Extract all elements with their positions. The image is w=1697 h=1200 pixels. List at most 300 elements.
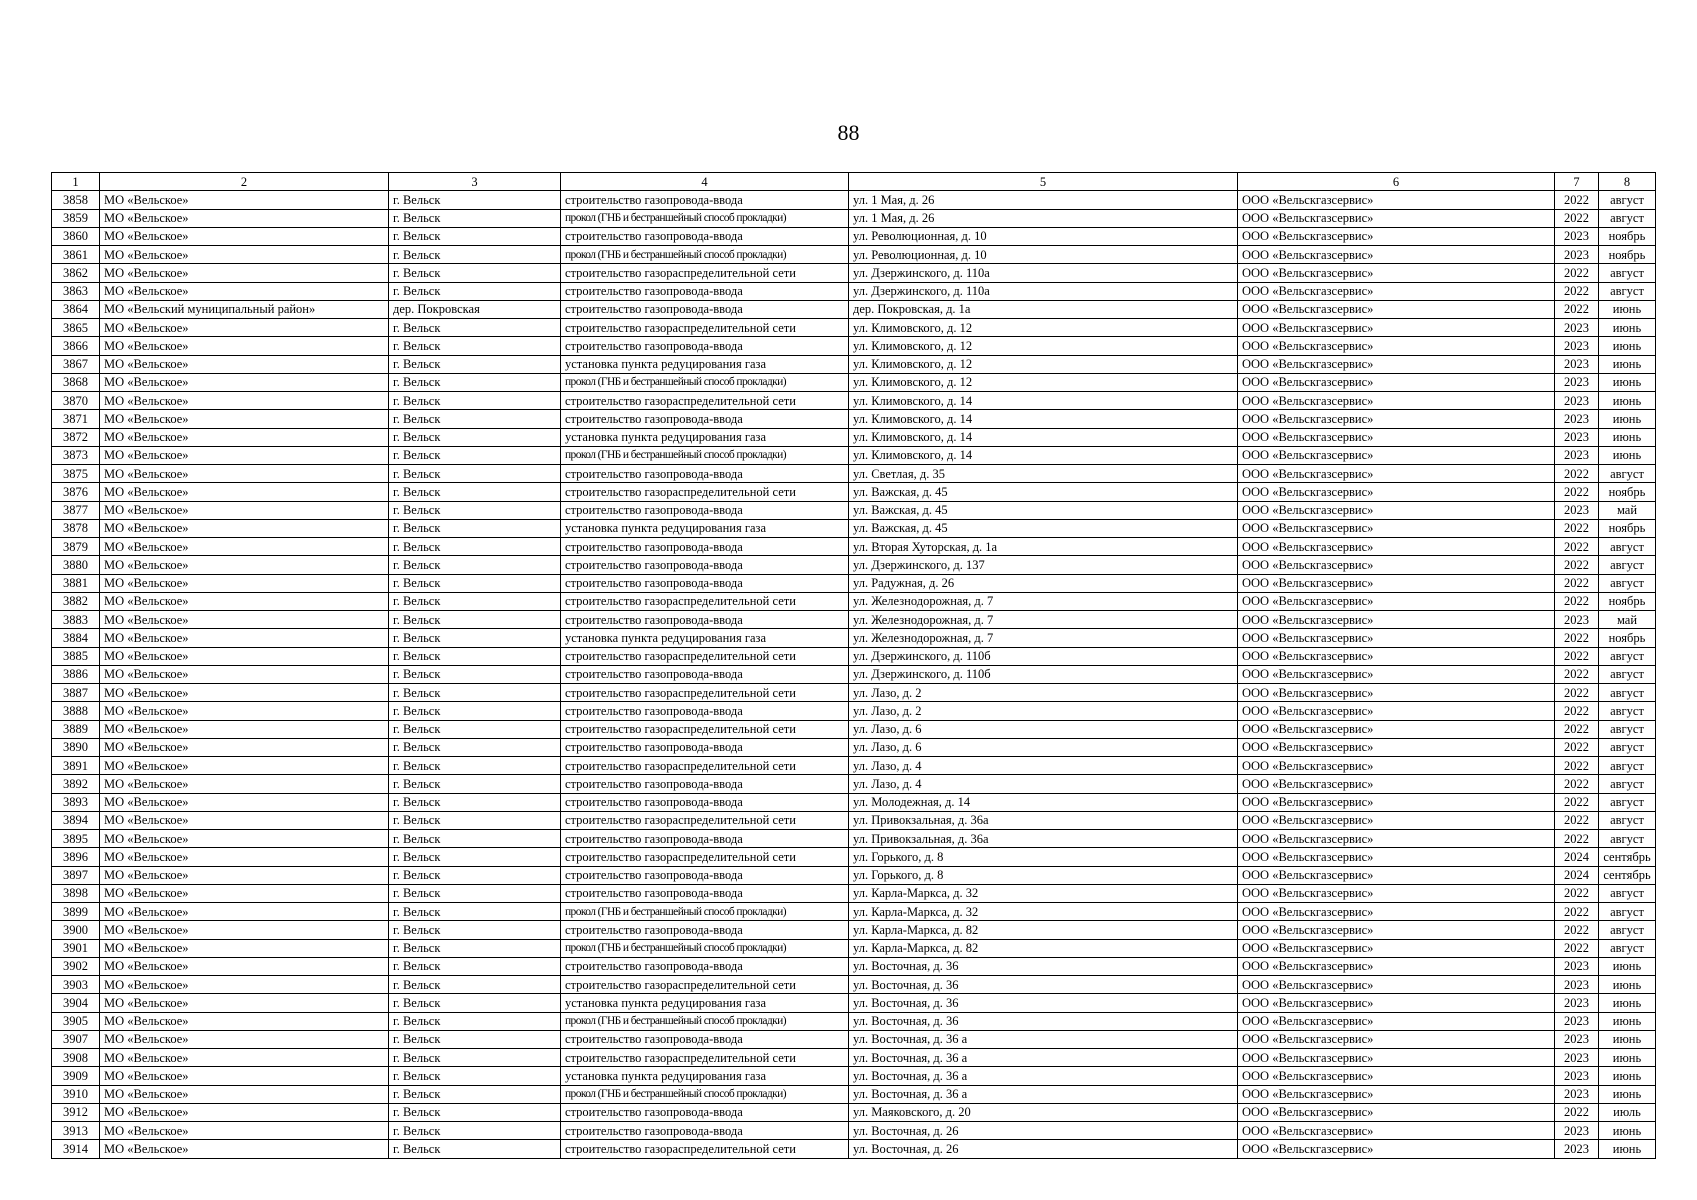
municipality-cell: МО «Вельское» bbox=[100, 684, 389, 702]
year-cell: 2022 bbox=[1555, 720, 1599, 738]
address-cell: ул. Дзержинского, д. 110а bbox=[849, 264, 1238, 282]
work-type-cell: прокол (ГНБ и бестраншейный способ прокладки) bbox=[561, 903, 849, 921]
column-header: 4 bbox=[561, 173, 849, 191]
table-row bbox=[52, 647, 1656, 665]
table-row bbox=[52, 811, 1656, 829]
work-type-cell: прокол (ГНБ и бестраншейный способ прокладки) bbox=[561, 939, 849, 957]
work-type-cell: прокол (ГНБ и бестраншейный способ прокладки) bbox=[561, 446, 849, 464]
address-cell: ул. 1 Мая, д. 26 bbox=[849, 191, 1238, 209]
address-cell: ул. Восточная, д. 36 bbox=[849, 994, 1238, 1012]
address-cell: ул. Привокзальная, д. 36а bbox=[849, 830, 1238, 848]
month-cell: май bbox=[1599, 501, 1656, 519]
month-cell: июнь bbox=[1599, 446, 1656, 464]
work-type-cell: строительство газопровода-ввода bbox=[561, 866, 849, 884]
year-cell: 2022 bbox=[1555, 921, 1599, 939]
settlement-cell: г. Вельск bbox=[389, 976, 561, 994]
month-cell: июнь bbox=[1599, 337, 1656, 355]
contractor-cell: ООО «Вельскгазсервис» bbox=[1238, 300, 1555, 318]
year-cell: 2023 bbox=[1555, 319, 1599, 337]
municipality-cell: МО «Вельское» bbox=[100, 793, 389, 811]
contractor-cell: ООО «Вельскгазсервис» bbox=[1238, 538, 1555, 556]
settlement-cell: г. Вельск bbox=[389, 319, 561, 337]
row-number-cell: 3878 bbox=[52, 519, 100, 537]
settlement-cell: г. Вельск bbox=[389, 538, 561, 556]
address-cell: ул. Лазо, д. 6 bbox=[849, 720, 1238, 738]
municipality-cell: МО «Вельское» bbox=[100, 757, 389, 775]
settlement-cell: г. Вельск bbox=[389, 757, 561, 775]
month-cell: август bbox=[1599, 665, 1656, 683]
row-number-cell: 3914 bbox=[52, 1140, 100, 1158]
address-cell: ул. Лазо, д. 6 bbox=[849, 738, 1238, 756]
address-cell: ул. Карла-Маркса, д. 82 bbox=[849, 921, 1238, 939]
table-row bbox=[52, 1140, 1656, 1158]
contractor-cell: ООО «Вельскгазсервис» bbox=[1238, 994, 1555, 1012]
address-cell: ул. Восточная, д. 36 а bbox=[849, 1049, 1238, 1067]
row-number-cell: 3904 bbox=[52, 994, 100, 1012]
address-cell: ул. Климовского, д. 12 bbox=[849, 337, 1238, 355]
work-type-cell: прокол (ГНБ и бестраншейный способ прокладки) bbox=[561, 209, 849, 227]
work-type-cell: строительство газопровода-ввода bbox=[561, 1103, 849, 1121]
address-cell: ул. Восточная, д. 36 bbox=[849, 976, 1238, 994]
municipality-cell: МО «Вельское» bbox=[100, 556, 389, 574]
address-cell: ул. Светлая, д. 35 bbox=[849, 465, 1238, 483]
address-cell: ул. Горького, д. 8 bbox=[849, 848, 1238, 866]
address-cell: ул. Климовского, д. 12 bbox=[849, 319, 1238, 337]
table-row bbox=[52, 1012, 1656, 1030]
work-type-cell: строительство газопровода-ввода bbox=[561, 793, 849, 811]
year-cell: 2022 bbox=[1555, 702, 1599, 720]
month-cell: июнь bbox=[1599, 976, 1656, 994]
contractor-cell: ООО «Вельскгазсервис» bbox=[1238, 1012, 1555, 1030]
contractor-cell: ООО «Вельскгазсервис» bbox=[1238, 355, 1555, 373]
row-number-cell: 3859 bbox=[52, 209, 100, 227]
year-cell: 2023 bbox=[1555, 337, 1599, 355]
row-number-cell: 3897 bbox=[52, 866, 100, 884]
work-type-cell: строительство газопровода-ввода bbox=[561, 410, 849, 428]
settlement-cell: г. Вельск bbox=[389, 665, 561, 683]
municipality-cell: МО «Вельское» bbox=[100, 921, 389, 939]
address-cell: ул. Дзержинского, д. 110б bbox=[849, 665, 1238, 683]
work-type-cell: строительство газопровода-ввода bbox=[561, 282, 849, 300]
work-type-cell: строительство газораспределительной сети bbox=[561, 592, 849, 610]
municipality-cell: МО «Вельское» bbox=[100, 976, 389, 994]
address-cell: ул. Железнодорожная, д. 7 bbox=[849, 611, 1238, 629]
month-cell: август bbox=[1599, 702, 1656, 720]
municipality-cell: МО «Вельское» bbox=[100, 319, 389, 337]
municipality-cell: МО «Вельское» bbox=[100, 957, 389, 975]
settlement-cell: дер. Покровская bbox=[389, 300, 561, 318]
work-type-cell: строительство газопровода-ввода bbox=[561, 738, 849, 756]
work-type-cell: строительство газопровода-ввода bbox=[561, 702, 849, 720]
contractor-cell: ООО «Вельскгазсервис» bbox=[1238, 702, 1555, 720]
column-header: 1 bbox=[52, 173, 100, 191]
row-number-cell: 3903 bbox=[52, 976, 100, 994]
table-row bbox=[52, 848, 1656, 866]
year-cell: 2022 bbox=[1555, 592, 1599, 610]
row-number-cell: 3896 bbox=[52, 848, 100, 866]
table-body bbox=[52, 191, 1656, 1158]
table-row bbox=[52, 775, 1656, 793]
settlement-cell: г. Вельск bbox=[389, 830, 561, 848]
address-cell: ул. Революционная, д. 10 bbox=[849, 246, 1238, 264]
row-number-cell: 3880 bbox=[52, 556, 100, 574]
contractor-cell: ООО «Вельскгазсервис» bbox=[1238, 373, 1555, 391]
settlement-cell: г. Вельск bbox=[389, 775, 561, 793]
municipality-cell: МО «Вельское» bbox=[100, 702, 389, 720]
table-row bbox=[52, 757, 1656, 775]
table-row bbox=[52, 629, 1656, 647]
row-number-cell: 3868 bbox=[52, 373, 100, 391]
table-row bbox=[52, 830, 1656, 848]
municipality-cell: МО «Вельское» bbox=[100, 446, 389, 464]
settlement-cell: г. Вельск bbox=[389, 501, 561, 519]
municipality-cell: МО «Вельское» bbox=[100, 209, 389, 227]
year-cell: 2022 bbox=[1555, 884, 1599, 902]
month-cell: июнь bbox=[1599, 1122, 1656, 1140]
table-row bbox=[52, 994, 1656, 1012]
table-row bbox=[52, 483, 1656, 501]
work-type-cell: строительство газопровода-ввода bbox=[561, 191, 849, 209]
month-cell: август bbox=[1599, 647, 1656, 665]
contractor-cell: ООО «Вельскгазсервис» bbox=[1238, 793, 1555, 811]
table-row bbox=[52, 446, 1656, 464]
table-row bbox=[52, 1049, 1656, 1067]
row-number-cell: 3907 bbox=[52, 1030, 100, 1048]
contractor-cell: ООО «Вельскгазсервис» bbox=[1238, 775, 1555, 793]
row-number-cell: 3895 bbox=[52, 830, 100, 848]
year-cell: 2022 bbox=[1555, 684, 1599, 702]
column-header: 3 bbox=[389, 173, 561, 191]
settlement-cell: г. Вельск bbox=[389, 191, 561, 209]
table-row bbox=[52, 939, 1656, 957]
table-row bbox=[52, 1085, 1656, 1103]
contractor-cell: ООО «Вельскгазсервис» bbox=[1238, 465, 1555, 483]
settlement-cell: г. Вельск bbox=[389, 465, 561, 483]
year-cell: 2022 bbox=[1555, 300, 1599, 318]
contractor-cell: ООО «Вельскгазсервис» bbox=[1238, 921, 1555, 939]
contractor-cell: ООО «Вельскгазсервис» bbox=[1238, 720, 1555, 738]
contractor-cell: ООО «Вельскгазсервис» bbox=[1238, 574, 1555, 592]
address-cell: ул. Привокзальная, д. 36а bbox=[849, 811, 1238, 829]
row-number-cell: 3893 bbox=[52, 793, 100, 811]
municipality-cell: МО «Вельское» bbox=[100, 282, 389, 300]
contractor-cell: ООО «Вельскгазсервис» bbox=[1238, 757, 1555, 775]
settlement-cell: г. Вельск bbox=[389, 373, 561, 391]
municipality-cell: МО «Вельское» bbox=[100, 264, 389, 282]
year-cell: 2022 bbox=[1555, 629, 1599, 647]
row-number-cell: 3901 bbox=[52, 939, 100, 957]
municipality-cell: МО «Вельское» bbox=[100, 738, 389, 756]
settlement-cell: г. Вельск bbox=[389, 392, 561, 410]
work-type-cell: прокол (ГНБ и бестраншейный способ прокладки) bbox=[561, 246, 849, 264]
address-cell: ул. Климовского, д. 14 bbox=[849, 428, 1238, 446]
settlement-cell: г. Вельск bbox=[389, 209, 561, 227]
municipality-cell: МО «Вельское» bbox=[100, 1067, 389, 1085]
table-row bbox=[52, 866, 1656, 884]
work-type-cell: прокол (ГНБ и бестраншейный способ прокладки) bbox=[561, 1012, 849, 1030]
contractor-cell: ООО «Вельскгазсервис» bbox=[1238, 903, 1555, 921]
settlement-cell: г. Вельск bbox=[389, 1067, 561, 1085]
table-row bbox=[52, 884, 1656, 902]
municipality-cell: МО «Вельское» bbox=[100, 1030, 389, 1048]
table-row bbox=[52, 538, 1656, 556]
table-row bbox=[52, 702, 1656, 720]
year-cell: 2023 bbox=[1555, 446, 1599, 464]
month-cell: август bbox=[1599, 921, 1656, 939]
row-number-cell: 3890 bbox=[52, 738, 100, 756]
contractor-cell: ООО «Вельскгазсервис» bbox=[1238, 1140, 1555, 1158]
column-header: 6 bbox=[1238, 173, 1555, 191]
table-row bbox=[52, 793, 1656, 811]
row-number-cell: 3882 bbox=[52, 592, 100, 610]
table-row bbox=[52, 355, 1656, 373]
table-row bbox=[52, 300, 1656, 318]
table-row bbox=[52, 227, 1656, 245]
work-type-cell: установка пункта редуцирования газа bbox=[561, 629, 849, 647]
row-number-cell: 3862 bbox=[52, 264, 100, 282]
month-cell: июль bbox=[1599, 1103, 1656, 1121]
work-type-cell: строительство газораспределительной сети bbox=[561, 264, 849, 282]
municipality-cell: МО «Вельское» bbox=[100, 1122, 389, 1140]
table-row bbox=[52, 319, 1656, 337]
contractor-cell: ООО «Вельскгазсервис» bbox=[1238, 282, 1555, 300]
column-header: 7 bbox=[1555, 173, 1599, 191]
table-row bbox=[52, 209, 1656, 227]
address-cell: ул. Дзержинского, д. 110б bbox=[849, 647, 1238, 665]
municipality-cell: МО «Вельское» bbox=[100, 720, 389, 738]
work-type-cell: установка пункта редуцирования газа bbox=[561, 1067, 849, 1085]
work-type-cell: строительство газораспределительной сети bbox=[561, 392, 849, 410]
table-row bbox=[52, 684, 1656, 702]
month-cell: ноябрь bbox=[1599, 227, 1656, 245]
work-type-cell: прокол (ГНБ и бестраншейный способ прокладки) bbox=[561, 1085, 849, 1103]
month-cell: август bbox=[1599, 757, 1656, 775]
month-cell: август bbox=[1599, 738, 1656, 756]
contractor-cell: ООО «Вельскгазсервис» bbox=[1238, 738, 1555, 756]
table-row bbox=[52, 556, 1656, 574]
row-number-cell: 3912 bbox=[52, 1103, 100, 1121]
year-cell: 2023 bbox=[1555, 1085, 1599, 1103]
table-row bbox=[52, 264, 1656, 282]
address-cell: ул. Железнодорожная, д. 7 bbox=[849, 629, 1238, 647]
address-cell: ул. Лазо, д. 4 bbox=[849, 775, 1238, 793]
address-cell: ул. Важская, д. 45 bbox=[849, 483, 1238, 501]
contractor-cell: ООО «Вельскгазсервис» bbox=[1238, 830, 1555, 848]
table-row bbox=[52, 337, 1656, 355]
month-cell: ноябрь bbox=[1599, 246, 1656, 264]
row-number-cell: 3900 bbox=[52, 921, 100, 939]
table-row bbox=[52, 957, 1656, 975]
work-type-cell: строительство газораспределительной сети bbox=[561, 1140, 849, 1158]
year-cell: 2022 bbox=[1555, 538, 1599, 556]
row-number-cell: 3892 bbox=[52, 775, 100, 793]
month-cell: август bbox=[1599, 574, 1656, 592]
year-cell: 2022 bbox=[1555, 793, 1599, 811]
row-number-cell: 3879 bbox=[52, 538, 100, 556]
year-cell: 2024 bbox=[1555, 866, 1599, 884]
work-type-cell: строительство газопровода-ввода bbox=[561, 538, 849, 556]
contractor-cell: ООО «Вельскгазсервис» bbox=[1238, 665, 1555, 683]
gas-register-table bbox=[51, 172, 1656, 1159]
month-cell: август bbox=[1599, 720, 1656, 738]
municipality-cell: МО «Вельское» bbox=[100, 428, 389, 446]
settlement-cell: г. Вельск bbox=[389, 921, 561, 939]
municipality-cell: МО «Вельское» bbox=[100, 994, 389, 1012]
settlement-cell: г. Вельск bbox=[389, 629, 561, 647]
year-cell: 2023 bbox=[1555, 410, 1599, 428]
year-cell: 2022 bbox=[1555, 1103, 1599, 1121]
municipality-cell: МО «Вельский муниципальный район» bbox=[100, 300, 389, 318]
contractor-cell: ООО «Вельскгазсервис» bbox=[1238, 1030, 1555, 1048]
address-cell: ул. Восточная, д. 26 bbox=[849, 1140, 1238, 1158]
work-type-cell: строительство газораспределительной сети bbox=[561, 848, 849, 866]
contractor-cell: ООО «Вельскгазсервис» bbox=[1238, 246, 1555, 264]
row-number-cell: 3881 bbox=[52, 574, 100, 592]
work-type-cell: строительство газораспределительной сети bbox=[561, 483, 849, 501]
row-number-cell: 3870 bbox=[52, 392, 100, 410]
month-cell: июнь bbox=[1599, 373, 1656, 391]
month-cell: июнь bbox=[1599, 1012, 1656, 1030]
row-number-cell: 3913 bbox=[52, 1122, 100, 1140]
month-cell: июнь bbox=[1599, 392, 1656, 410]
year-cell: 2022 bbox=[1555, 757, 1599, 775]
contractor-cell: ООО «Вельскгазсервис» bbox=[1238, 1085, 1555, 1103]
municipality-cell: МО «Вельское» bbox=[100, 611, 389, 629]
address-cell: ул. Климовского, д. 12 bbox=[849, 373, 1238, 391]
municipality-cell: МО «Вельское» bbox=[100, 392, 389, 410]
contractor-cell: ООО «Вельскгазсервис» bbox=[1238, 227, 1555, 245]
contractor-cell: ООО «Вельскгазсервис» bbox=[1238, 811, 1555, 829]
work-type-cell: строительство газораспределительной сети bbox=[561, 720, 849, 738]
municipality-cell: МО «Вельское» bbox=[100, 483, 389, 501]
table-row bbox=[52, 191, 1656, 209]
year-cell: 2023 bbox=[1555, 246, 1599, 264]
work-type-cell: строительство газопровода-ввода bbox=[561, 337, 849, 355]
contractor-cell: ООО «Вельскгазсервис» bbox=[1238, 848, 1555, 866]
settlement-cell: г. Вельск bbox=[389, 1049, 561, 1067]
year-cell: 2022 bbox=[1555, 282, 1599, 300]
municipality-cell: МО «Вельское» bbox=[100, 574, 389, 592]
table-row bbox=[52, 592, 1656, 610]
work-type-cell: установка пункта редуцирования газа bbox=[561, 519, 849, 537]
work-type-cell: строительство газопровода-ввода bbox=[561, 884, 849, 902]
settlement-cell: г. Вельск bbox=[389, 410, 561, 428]
year-cell: 2023 bbox=[1555, 501, 1599, 519]
settlement-cell: г. Вельск bbox=[389, 1140, 561, 1158]
month-cell: август bbox=[1599, 684, 1656, 702]
table-row bbox=[52, 373, 1656, 391]
month-cell: август bbox=[1599, 830, 1656, 848]
year-cell: 2022 bbox=[1555, 191, 1599, 209]
address-cell: ул. Восточная, д. 36 а bbox=[849, 1067, 1238, 1085]
month-cell: август bbox=[1599, 264, 1656, 282]
address-cell: ул. Дзержинского, д. 110а bbox=[849, 282, 1238, 300]
contractor-cell: ООО «Вельскгазсервис» bbox=[1238, 483, 1555, 501]
row-number-cell: 3863 bbox=[52, 282, 100, 300]
settlement-cell: г. Вельск bbox=[389, 702, 561, 720]
year-cell: 2023 bbox=[1555, 1067, 1599, 1085]
address-cell: ул. Карла-Маркса, д. 32 bbox=[849, 884, 1238, 902]
settlement-cell: г. Вельск bbox=[389, 939, 561, 957]
address-cell: ул. Климовского, д. 14 bbox=[849, 392, 1238, 410]
year-cell: 2022 bbox=[1555, 811, 1599, 829]
municipality-cell: МО «Вельское» bbox=[100, 830, 389, 848]
municipality-cell: МО «Вельское» bbox=[100, 775, 389, 793]
month-cell: август bbox=[1599, 903, 1656, 921]
row-number-cell: 3894 bbox=[52, 811, 100, 829]
address-cell: ул. Молодежная, д. 14 bbox=[849, 793, 1238, 811]
address-cell: ул. Восточная, д. 36 bbox=[849, 1012, 1238, 1030]
row-number-cell: 3888 bbox=[52, 702, 100, 720]
contractor-cell: ООО «Вельскгазсервис» bbox=[1238, 592, 1555, 610]
contractor-cell: ООО «Вельскгазсервис» bbox=[1238, 209, 1555, 227]
settlement-cell: г. Вельск bbox=[389, 957, 561, 975]
contractor-cell: ООО «Вельскгазсервис» bbox=[1238, 428, 1555, 446]
municipality-cell: МО «Вельское» bbox=[100, 811, 389, 829]
year-cell: 2023 bbox=[1555, 1140, 1599, 1158]
year-cell: 2022 bbox=[1555, 465, 1599, 483]
work-type-cell: строительство газораспределительной сети bbox=[561, 647, 849, 665]
year-cell: 2023 bbox=[1555, 1122, 1599, 1140]
row-number-cell: 3909 bbox=[52, 1067, 100, 1085]
address-cell: ул. Карла-Маркса, д. 32 bbox=[849, 903, 1238, 921]
contractor-cell: ООО «Вельскгазсервис» bbox=[1238, 1103, 1555, 1121]
year-cell: 2023 bbox=[1555, 1030, 1599, 1048]
contractor-cell: ООО «Вельскгазсервис» bbox=[1238, 1122, 1555, 1140]
settlement-cell: г. Вельск bbox=[389, 227, 561, 245]
work-type-cell: установка пункта редуцирования газа bbox=[561, 994, 849, 1012]
municipality-cell: МО «Вельское» bbox=[100, 647, 389, 665]
month-cell: июнь bbox=[1599, 957, 1656, 975]
year-cell: 2023 bbox=[1555, 1012, 1599, 1030]
month-cell: ноябрь bbox=[1599, 519, 1656, 537]
year-cell: 2022 bbox=[1555, 264, 1599, 282]
month-cell: август bbox=[1599, 884, 1656, 902]
row-number-cell: 3866 bbox=[52, 337, 100, 355]
work-type-cell: строительство газопровода-ввода bbox=[561, 957, 849, 975]
address-cell: ул. Климовского, д. 14 bbox=[849, 446, 1238, 464]
municipality-cell: МО «Вельское» bbox=[100, 191, 389, 209]
row-number-cell: 3865 bbox=[52, 319, 100, 337]
row-number-cell: 3883 bbox=[52, 611, 100, 629]
row-number-cell: 3885 bbox=[52, 647, 100, 665]
contractor-cell: ООО «Вельскгазсервис» bbox=[1238, 446, 1555, 464]
year-cell: 2022 bbox=[1555, 647, 1599, 665]
municipality-cell: МО «Вельское» bbox=[100, 665, 389, 683]
address-cell: дер. Покровская, д. 1а bbox=[849, 300, 1238, 318]
settlement-cell: г. Вельск bbox=[389, 1030, 561, 1048]
contractor-cell: ООО «Вельскгазсервис» bbox=[1238, 611, 1555, 629]
month-cell: август bbox=[1599, 282, 1656, 300]
address-cell: ул. Важская, д. 45 bbox=[849, 519, 1238, 537]
row-number-cell: 3908 bbox=[52, 1049, 100, 1067]
settlement-cell: г. Вельск bbox=[389, 556, 561, 574]
table-row bbox=[52, 501, 1656, 519]
municipality-cell: МО «Вельское» bbox=[100, 1140, 389, 1158]
settlement-cell: г. Вельск bbox=[389, 1103, 561, 1121]
table-row bbox=[52, 282, 1656, 300]
row-number-cell: 3875 bbox=[52, 465, 100, 483]
month-cell: июнь bbox=[1599, 428, 1656, 446]
settlement-cell: г. Вельск bbox=[389, 1085, 561, 1103]
year-cell: 2022 bbox=[1555, 519, 1599, 537]
work-type-cell: строительство газопровода-ввода bbox=[561, 227, 849, 245]
year-cell: 2023 bbox=[1555, 957, 1599, 975]
settlement-cell: г. Вельск bbox=[389, 611, 561, 629]
month-cell: июнь bbox=[1599, 300, 1656, 318]
table-row bbox=[52, 903, 1656, 921]
municipality-cell: МО «Вельское» bbox=[100, 884, 389, 902]
